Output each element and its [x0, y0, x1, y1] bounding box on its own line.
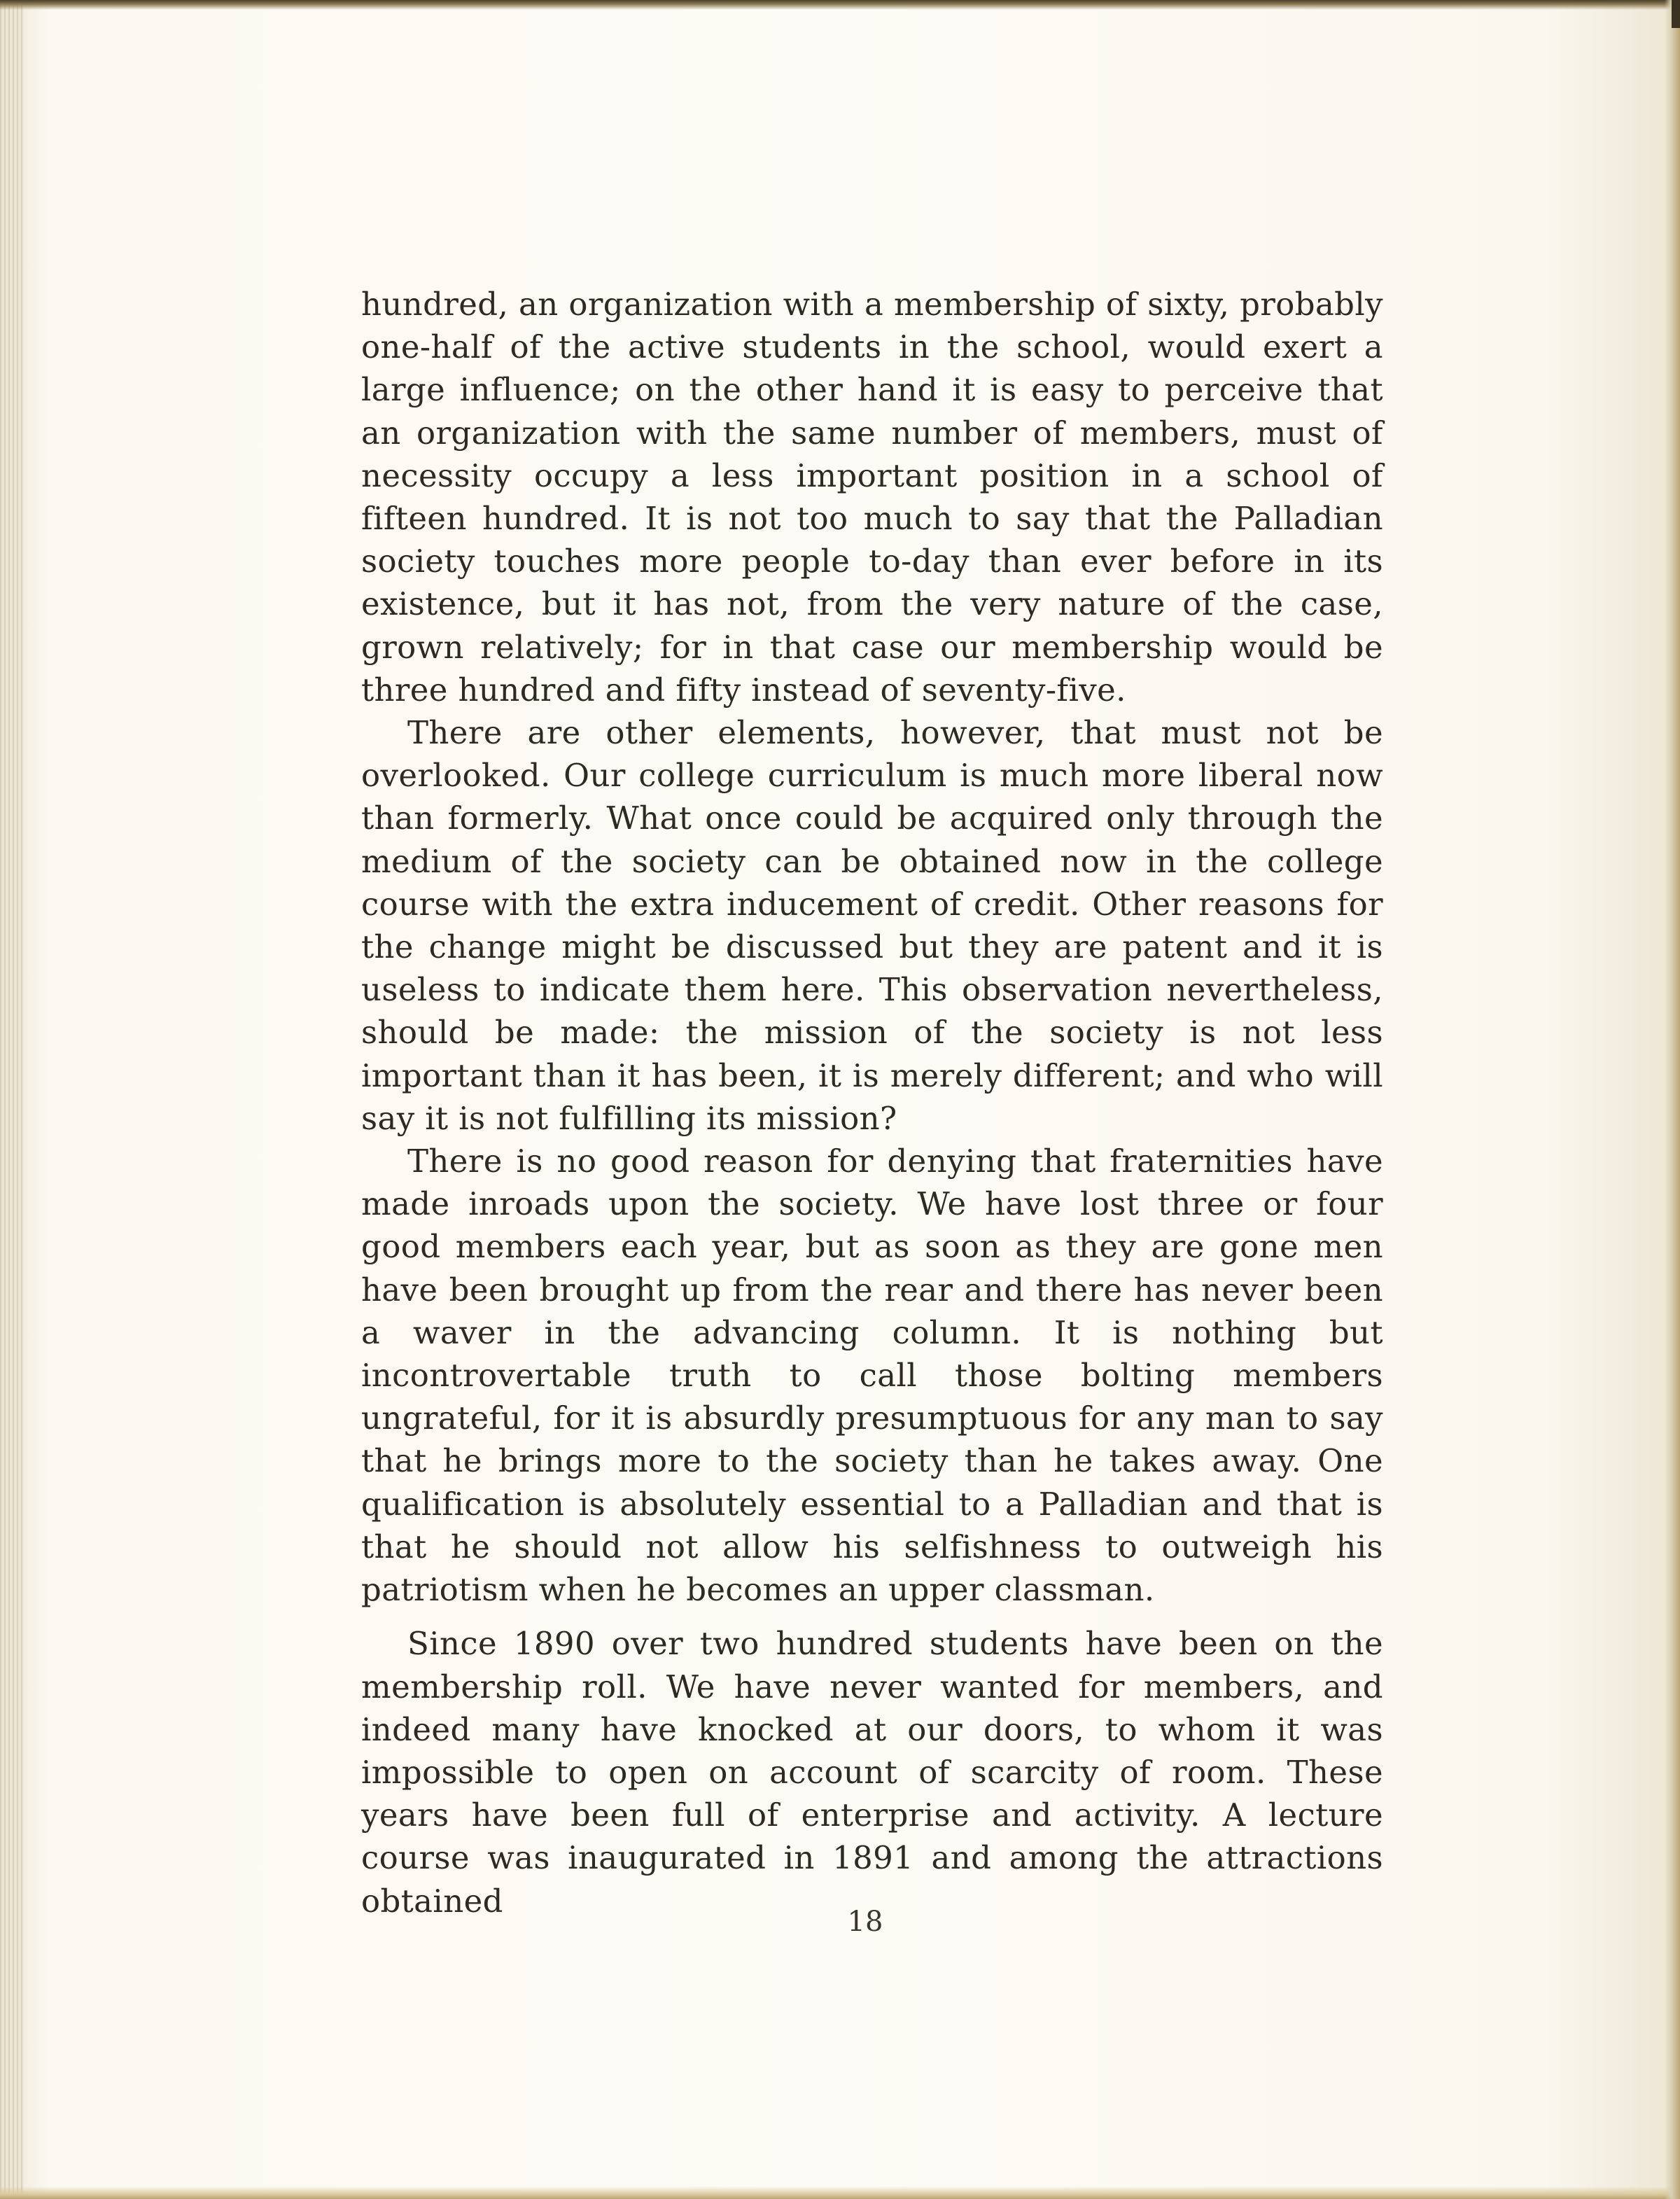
paragraph: Since 1890 over two hundred students have been on the membership roll. We have never wanted for members, and indeed many have knocked at our doors, to whom it was impossible to open on account of scarcity of room. These years have been full of enterprise and activity. A lecture course was inaugurated in 1891 and among the attractions obtained [361, 1625, 1383, 1920]
page-gutter [0, 0, 24, 2199]
paragraph: hundred, an organization with a membership of sixty, probably one-half of the active students in the school, would exert a large influence; on the other hand it is easy to perceive that an organization with the same number of members, must of necessity occupy a less important position in a school of fifteen hundred. It is not too much to say that the Palladian society touches more people to-day than ever before in its existence, but it has not, from the very nature of the case, grown relatively; for in that case our membership would be three hundred and fifty instead of seventy-five. [361, 286, 1383, 708]
body-text [361, 283, 1383, 1922]
binding-corner [1672, 0, 1680, 28]
page-top-edge [0, 0, 1680, 10]
paragraph: There is no good reason for denying that fraternities have made inroads upon the society. We have lost three or four good members each year, but as soon as they are gone men have been brought up from the rear and there has never been a waver in the advancing column. It is nothing but incontrovertable truth to call those bolting members ungrateful, for it is absurdly presumptuous for any man to say that he brings more to the society than he takes away. One qualification is absolutely essential to a Palladian and that is that he should not allow his selfishness to outweigh his patriotism when he becomes an upper classman. [361, 1143, 1383, 1609]
page-binding-edge [1665, 0, 1680, 2199]
page-bottom-edge [0, 2186, 1680, 2199]
page-number: 18 [847, 1906, 883, 1938]
paragraph: There are other elements, however, that must not be overlooked. Our college curriculum is much more liberal now than formerly. What once could be acquired only through the medium of the society can be obtained now in the college course with the extra inducement of credit. Other reasons for the change might be discussed but they are patent and it is useless to indicate them here. This observation nevertheless, should be made: the mission of the society is not less important than it has been, it is merely different; and who will say it is not fulfilling its mission? [361, 714, 1383, 1137]
